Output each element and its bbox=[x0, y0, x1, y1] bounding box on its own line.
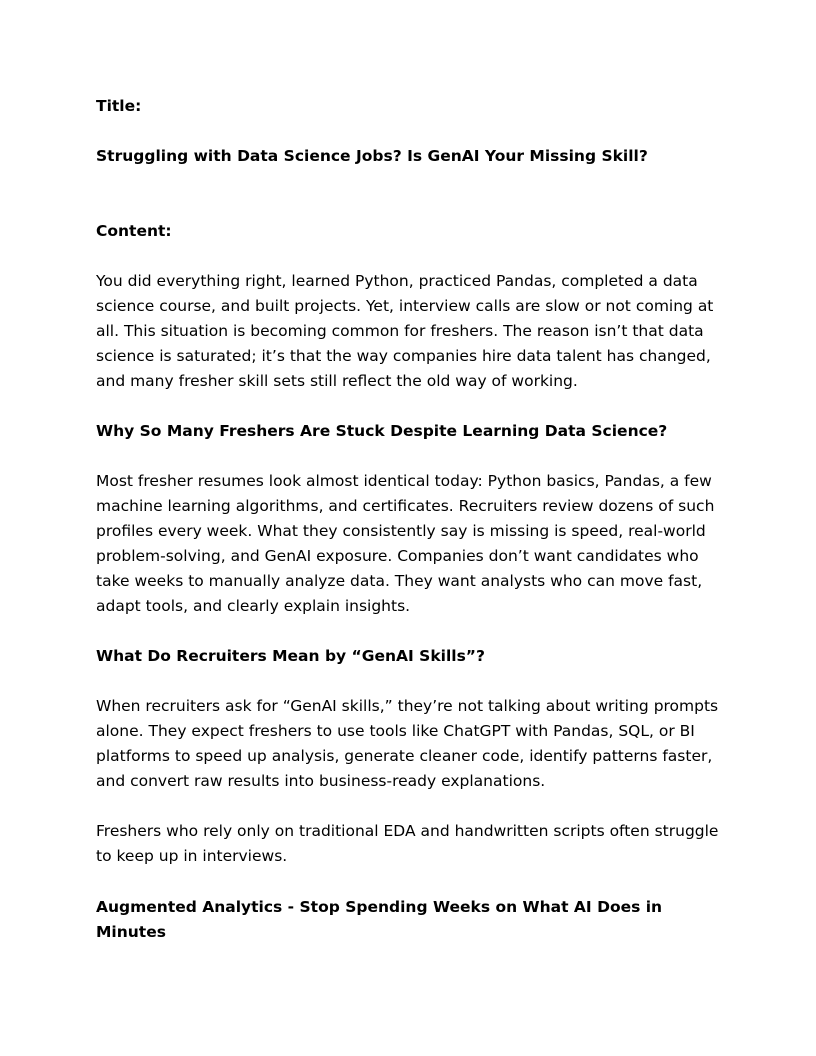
section-heading-genai-skills: What Do Recruiters Mean by “GenAI Skills”? bbox=[96, 647, 485, 665]
document-title: Struggling with Data Science Jobs? Is GenAI Your Missing Skill? bbox=[96, 147, 648, 165]
section-heading-freshers-stuck: Why So Many Freshers Are Stuck Despite Learning Data Science? bbox=[96, 422, 668, 440]
section-paragraph-freshers-stuck: Most fresher resumes look almost identical today: Python basics, Pandas, a few machine learning algorithms, and certificates. Recruiters review dozens of such profiles every week. What they consistently say is missing is speed, real-world problem-solving, and GenAI exposure. Companies don’t want candidates who take weeks to manually analyze data. They want analysts who can move fast, adapt tools, and clearly explain insights. bbox=[96, 472, 715, 615]
content-label: Content: bbox=[96, 222, 172, 240]
intro-paragraph: You did everything right, learned Python, practiced Pandas, completed a data science course, and built projects. Yet, interview calls are slow or not coming at all. This situation is becoming common for freshers. The reason isn’t that data science is saturated; it’s that the way companies hire data talent has changed, and many fresher skill sets still reflect the old way of working. bbox=[96, 272, 714, 390]
section-paragraph-genai-skills-2: Freshers who rely only on traditional EDA and handwritten scripts often struggle to keep up in interviews. bbox=[96, 822, 719, 865]
title-label: Title: bbox=[96, 97, 142, 115]
section-heading-augmented-analytics: Augmented Analytics - Stop Spending Weeks on What AI Does in Minutes bbox=[96, 898, 663, 941]
section-paragraph-genai-skills-1: When recruiters ask for “GenAI skills,” they’re not talking about writing prompts alone. They expect freshers to use tools like ChatGPT with Pandas, SQL, or BI platforms to speed up analysis, generate cleaner code, identify patterns faster, and convert raw results into business-ready explanations. bbox=[96, 697, 719, 790]
